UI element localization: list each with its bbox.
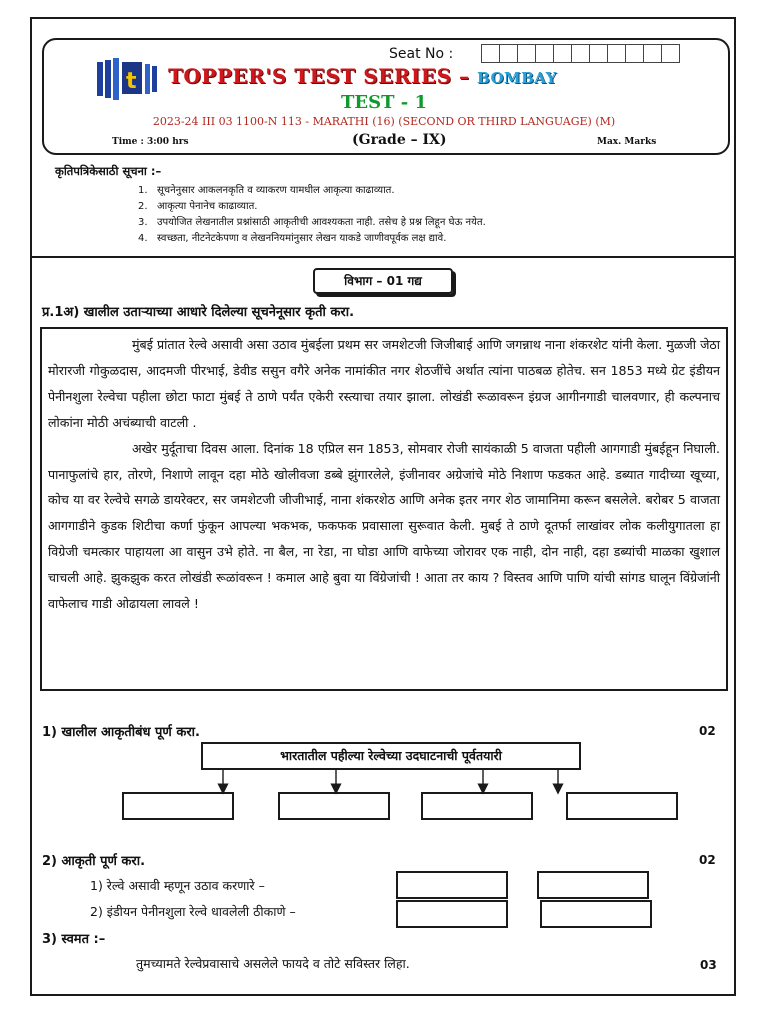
brand-title [168, 64, 557, 88]
instruction-item: 1. सूचनेनुसार आकलनकृति व व्याकरण यामधील आकृत्या काढाव्यात. [138, 185, 395, 196]
activity-3-label: 3) स्वमत :– [42, 932, 106, 947]
answer-box[interactable] [566, 792, 678, 820]
activity-1-marks: 02 [699, 724, 716, 738]
answer-box[interactable] [537, 871, 649, 899]
activity-2-item: 1) रेल्वे असावी म्हणून उठाव करणारे – [90, 878, 265, 893]
answer-box[interactable] [122, 792, 234, 820]
passage-paragraph: मुंबई प्रांतात रेल्वे असावी असा उठाव मुंबईला प्रथम सर जमशेटजी जिजीबाई आणि जगन्नाथ नाना शंकरशेट यांनी केला. मुळजी जेठा मोरारजी गोकुळदास, आदमजी पीरभाई, डेवीड ससुन वगैरे अनेक नामांकीत नगर शेठजींचे अर्थात त्यांना पाठबळ होतेच. सन 1853 मध्ये ग्रेट इंडीयन पेनीनशुला रेल्वेचा पहीला छोटा फाटा मुंबई ते ठाणे पर्यंत एकेरी रस्त्याचा तयार झाला. लोखंडी रूळावरून इंग्रज आगीनगाडी चालवणार, ही कल्पनाच लोकांना मोठी अचंब्याची वाटली . [48, 337, 720, 430]
question-1-heading: प्र.1अ) खालील उताऱ्याच्या आधारे दिलेल्या सूचनेनूसार कृती करा. [42, 305, 355, 320]
activity-2-label: 2) आकृती पूर्ण करा. [42, 854, 146, 869]
answer-box[interactable] [278, 792, 390, 820]
instruction-item: 3. उपयोजित लेखनातील प्रश्नांसाठी आकृतीची आवश्यकता नाही. तसेच हे प्रश्न लिहून घेऊ नयेत. [138, 217, 486, 228]
activity-1-label: 1) खालील आकृतीबंध पूर्ण करा. [42, 725, 200, 740]
seat-number-grid [482, 44, 680, 63]
brand-city: BOMBAY [476, 69, 557, 87]
grade-label: (Grade – IX) [352, 132, 447, 148]
time-label: Time : 3:00 hrs [112, 137, 189, 147]
section-label: विभाग – 01 गद्य [313, 268, 453, 294]
passage-box [40, 327, 728, 691]
instructions-list [138, 183, 658, 247]
passage-paragraph: अखेर मुर्दूताचा दिवस आला. दिनांक 18 एप्रिल सन 1853, सोमवार रोजी सायंकाळी 5 वाजता पहीली आगगाडी मुंबईहून निघाली. पानाफुलांचे हार, तोरणे, निशाणे लावून दहा मोठे खोलीवजा डब्बे झुंगारलेले, इंजीनावर अग्रेजांचे मोठे निशाण फडकत आहे. डब्यात गादीच्या खूच्या, कोच या वर रेल्वेचे सगळे डायरेक्टर, सर जमशेटजी जीजीभाई, नाना शंकरशेठ आणि अनेक इतर नगर शेठ जामानिमा करून बसलेले. बरोबर 5 वाजता आगगाडीने कुडक शिटीचा कर्णा फुंकून आपल्या भकभक, फकफक प्रवासाला सुरूवात केली. मुबई ते ठाणे दूतर्फा लाखांवर लोक कलीयुगातला हा विग्रेजी चमत्कार पाहायला आ वासुन उभे होते. ना बैल, ना रेडा, ना घोडा आणि वाफेच्या जोरावर एक नाही, दोन नाही, दहा डब्यांची माळका खुशाल चाचली आहे. झुकझुक करत लोखंडी रूळांवरून ! कमाल आहे बुवा या विंग्रेजांची ! आता तर काय ? विस्तव आणि पाणि यांची सांगड घालून विंग्रेजांनी वाफेलाच गाडी ओढायला लावले ! [48, 440, 720, 612]
answer-box[interactable] [540, 900, 652, 928]
diagram-center-box: भारतातील पहील्या रेल्वेच्या उदघाटनाची पूर्वतयारी [201, 742, 581, 770]
activity-2-marks: 02 [699, 853, 716, 867]
logo-letter: t [126, 69, 137, 94]
instruction-item: 2. आकृत्या पेनानेच काढाव्यात. [138, 201, 258, 212]
activity-2-item: 2) इंडीयन पेनीनशुला रेल्वे धावलेली ठीकाणे – [90, 904, 296, 919]
paper-code: 2023-24 III 03 1100-N 113 - MARATHI (16) (SECOND OR THIRD LANGUAGE) (M) [152, 115, 616, 128]
header-divider [30, 256, 736, 258]
answer-box[interactable] [421, 792, 533, 820]
answer-box[interactable] [396, 900, 508, 928]
brand-name: TOPPER'S TEST SERIES – [168, 64, 470, 88]
activity-3-question: तुमच्यामते रेल्वेप्रवासाचे असलेले फायदे व तोटे सविस्तर लिहा. [136, 956, 410, 971]
seat-label: Seat No : [389, 46, 454, 62]
activity-3-marks: 03 [700, 958, 717, 972]
max-marks-label: Max. Marks [597, 137, 657, 147]
instructions-heading: कृतिपत्रिकेसाठी सूचना :– [55, 164, 162, 178]
instruction-item: 4. स्वच्छता, नीटनेटकेपणा व लेखननियमांनुसार लेखन याकडे जाणीवपूर्वक लक्ष द्यावे. [138, 233, 447, 244]
test-title: TEST - 1 [340, 92, 428, 113]
answer-box[interactable] [396, 871, 508, 899]
